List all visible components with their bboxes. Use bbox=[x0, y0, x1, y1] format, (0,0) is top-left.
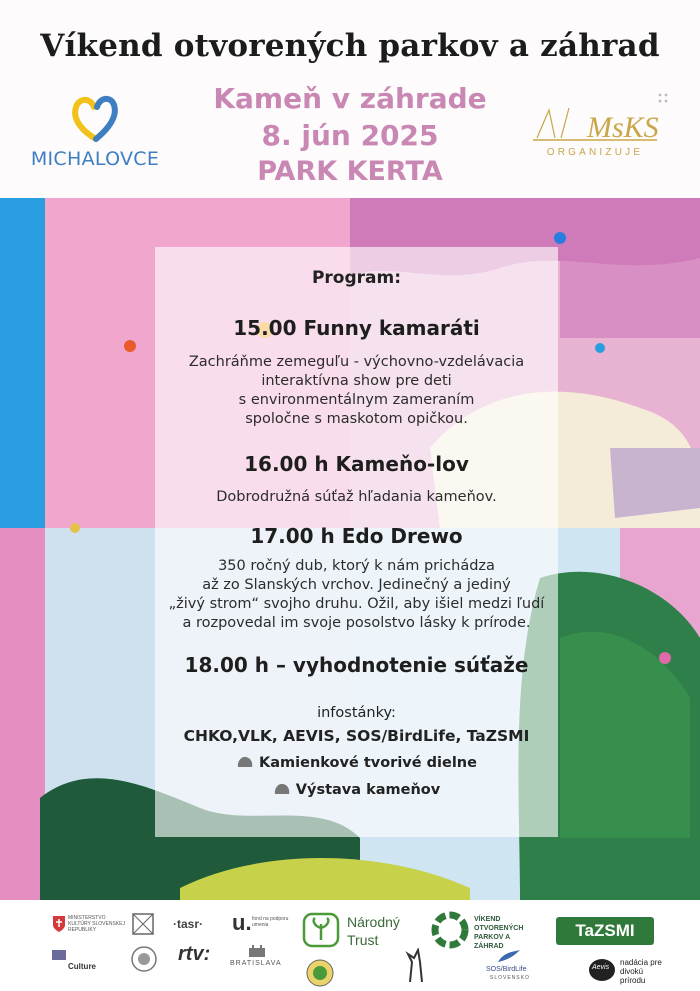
butterfly-heart-icon bbox=[68, 93, 124, 145]
flag-icon bbox=[52, 950, 66, 960]
gallery-logo-icon bbox=[132, 913, 154, 935]
info-stands-label: infostánky: bbox=[317, 705, 396, 721]
program-heading: Program: bbox=[311, 268, 402, 288]
trust-label: Trust bbox=[347, 932, 379, 948]
event-date: 8. jún 2025 bbox=[261, 119, 439, 152]
bird-icon bbox=[496, 948, 522, 966]
organizer-mark-text: MsKS bbox=[587, 111, 659, 144]
fund-logo: fond na podporu umenia bbox=[252, 916, 289, 928]
sos-birdlife-logo: SOS/BirdLife bbox=[486, 966, 527, 973]
rtv-logo: rtv: bbox=[178, 943, 211, 965]
wolf-icon bbox=[404, 948, 426, 984]
ministry-logo: MINISTERSTVO KULTÚRY SLOVENSKEJ REPUBLIKY bbox=[68, 915, 125, 933]
tazsmi-logo: TaZSMI bbox=[556, 917, 654, 945]
info-stands-list: CHKO,VLK, AEVIS, SOS/BirdLife, TaZSMI bbox=[183, 727, 530, 745]
event-venue: PARK KERTA bbox=[257, 156, 443, 187]
event-title-2: 16.00 h Kameňo-lov bbox=[244, 452, 469, 476]
event-title-1: 15.00 Funny kamaráti bbox=[233, 316, 480, 340]
tasr-logo: ·tasr· bbox=[173, 917, 204, 931]
fund-logo-mark: u. bbox=[232, 910, 252, 935]
culture-logo: Culture bbox=[68, 962, 96, 971]
bratislava-castle-icon bbox=[248, 944, 266, 958]
workshops-line: Kamienkové tvorivé dielne bbox=[155, 754, 558, 771]
nadacia-logo: nadácia pre divokú prírodu bbox=[620, 958, 662, 985]
slovensko-label: SLOVENSKO bbox=[490, 975, 530, 981]
poster-title: Víkend otvorených parkov a záhrad bbox=[40, 28, 660, 64]
town-name: MICHALOVCE bbox=[30, 148, 160, 170]
protected-area-badge-icon bbox=[305, 958, 335, 988]
event-description-2: Dobrodružná súťaž hľadania kameňov. bbox=[216, 489, 497, 505]
mestske-kulturne-stredisko-mark bbox=[525, 100, 665, 146]
seal-icon bbox=[130, 945, 158, 973]
organizer-label: ORGANIZUJE bbox=[546, 147, 644, 158]
corner-dots-icon bbox=[657, 92, 671, 106]
narodny-trust-icon bbox=[302, 912, 340, 948]
stone-icon bbox=[273, 781, 291, 797]
event-title-3: 17.00 h Edo Drewo bbox=[250, 524, 463, 548]
event-description-1: Zachráňme zemeguľu - výchovno-vzdelávacia interaktívna show pre deti s environmentálnym zameraním spoločne s maskotom opičkou. bbox=[188, 354, 525, 427]
vopaz-logo: VÍKEND OTVORENÝCH PARKOV A ZÁHRAD bbox=[474, 916, 524, 950]
event-description-3: 350 ročný dub, ktorý k nám prichádza až zo Slanských vrchov. Jedinečný a jediný „živý strom“ svojho druhu. Ožil, aby išiel medzi ľudí a rozpovedal im svoje posolstvo lásky k prírode. bbox=[168, 558, 545, 631]
organizer-logo bbox=[525, 100, 665, 170]
exhibition-line: Výstava kameňov bbox=[155, 781, 558, 798]
stone-icon bbox=[236, 754, 254, 770]
bratislava-logo: BRATISLAVA bbox=[230, 960, 282, 967]
vopaz-ring-icon bbox=[430, 910, 470, 950]
event-name: Kameň v záhrade bbox=[213, 82, 487, 115]
aevis-logo: Aevis bbox=[592, 964, 610, 971]
slovak-coat-of-arms-icon bbox=[52, 915, 66, 933]
event-title-4: 18.00 h – vyhodnotenie súťaže bbox=[184, 653, 529, 677]
michalovce-logo bbox=[30, 93, 160, 178]
narodny-label: Národný bbox=[347, 914, 400, 930]
